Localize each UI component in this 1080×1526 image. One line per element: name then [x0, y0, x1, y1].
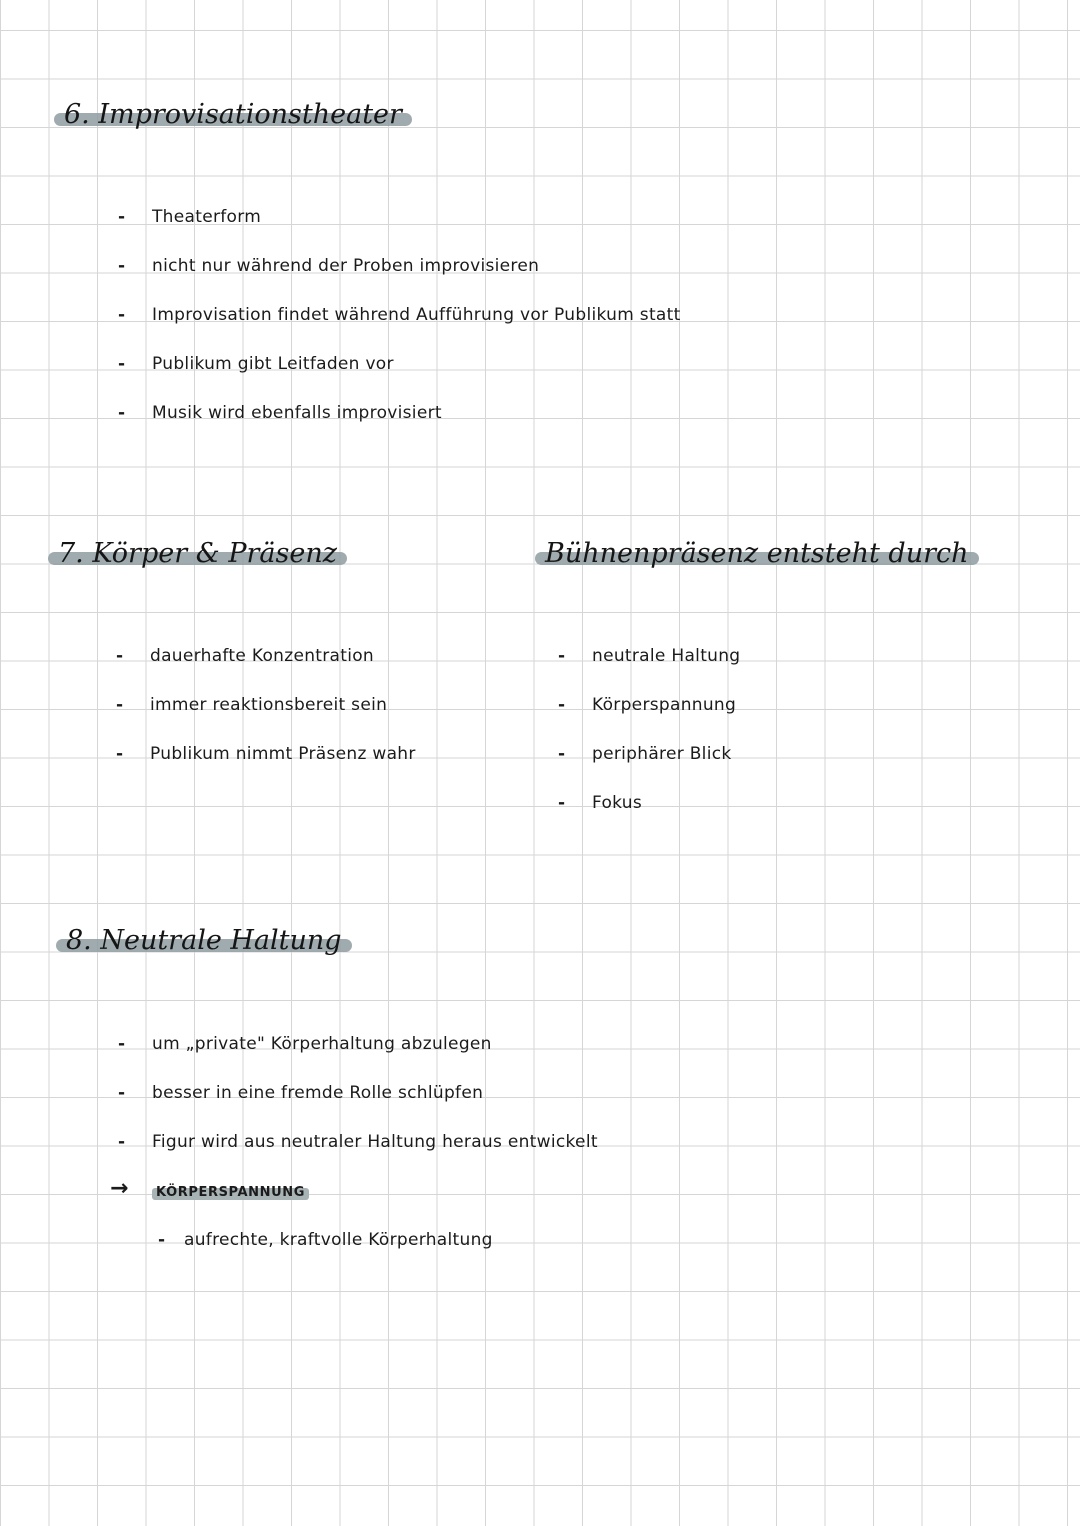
list-item: [118, 1082, 598, 1131]
item-text: Figur wird aus neutraler Haltung heraus entwickelt: [152, 1132, 598, 1152]
dash-bullet: -: [118, 1083, 126, 1103]
dash-bullet: -: [118, 305, 126, 325]
dash-bullet: -: [118, 1132, 126, 1152]
dash-bullet: -: [558, 744, 566, 764]
section-heading-buehnenpraesenz: [545, 537, 969, 571]
item-text: Publikum gibt Leitfaden vor: [152, 354, 394, 374]
arrow-right-icon: →: [110, 1176, 129, 1201]
list-item: [118, 304, 681, 353]
list-item: [152, 1229, 598, 1278]
list-item: [118, 255, 681, 304]
list-item: [118, 353, 681, 402]
item-text: aufrechte, kraftvolle Körperhaltung: [184, 1230, 493, 1250]
section-heading-koerper-praesenz: [58, 537, 337, 571]
section-heading-neutrale-haltung: [66, 924, 342, 958]
dash-bullet: -: [118, 256, 126, 276]
item-text: neutrale Haltung: [592, 646, 741, 666]
item-text: Publikum nimmt Präsenz wahr: [150, 744, 416, 764]
list-item: [118, 1131, 598, 1180]
dash-bullet: -: [116, 646, 124, 666]
item-text: besser in eine fremde Rolle schlüpfen: [152, 1083, 484, 1103]
dash-bullet: -: [558, 793, 566, 813]
dash-bullet: -: [118, 207, 126, 227]
dash-bullet: -: [558, 646, 566, 666]
item-text: Fokus: [592, 793, 643, 813]
list-neutrale-haltung: [110, 1033, 598, 1278]
heading-text: 7. Körper & Präsenz: [58, 538, 337, 569]
item-text: Improvisation findet während Aufführung vor Publikum statt: [152, 305, 681, 325]
item-text: Theaterform: [152, 207, 262, 227]
dash-bullet: -: [558, 695, 566, 715]
list-item: [118, 206, 681, 255]
heading-text: 8. Neutrale Haltung: [66, 925, 342, 956]
item-text: Musik wird ebenfalls improvisiert: [152, 403, 442, 423]
keyword-highlight: KÖRPERSPANNUNG: [152, 1182, 309, 1204]
list-koerper-praesenz: [116, 645, 416, 792]
list-item: [118, 402, 681, 451]
list-buehnenpraesenz: [558, 645, 741, 841]
list-item: [558, 792, 740, 841]
dash-bullet: -: [118, 403, 126, 423]
item-text: Körperspannung: [592, 695, 737, 715]
list-item: [116, 694, 416, 743]
item-text: periphärer Blick: [592, 744, 732, 764]
dash-bullet: -: [118, 1034, 126, 1054]
item-text: um „private" Körperhaltung abzulegen: [152, 1034, 492, 1054]
list-item: [558, 694, 740, 743]
list-item: [110, 1176, 598, 1229]
dash-bullet: -: [118, 354, 126, 374]
list-item: [558, 645, 741, 694]
section-heading-improvisationstheater: [64, 98, 402, 132]
dash-bullet: -: [158, 1230, 166, 1250]
item-text: dauerhafte Konzentration: [150, 646, 375, 666]
dash-bullet: -: [116, 744, 124, 764]
list-item: [116, 743, 416, 792]
item-text: nicht nur während der Proben improvisieren: [152, 256, 540, 276]
list-item: [118, 1033, 598, 1082]
heading-text: Bühnenpräsenz entsteht durch: [545, 538, 969, 569]
dash-bullet: -: [116, 695, 124, 715]
list-item: [558, 743, 740, 792]
list-improvisationstheater: [118, 206, 681, 451]
list-item: [116, 645, 416, 694]
heading-text: 6. Improvisationstheater: [64, 99, 402, 130]
item-text: immer reaktionsbereit sein: [150, 695, 388, 715]
